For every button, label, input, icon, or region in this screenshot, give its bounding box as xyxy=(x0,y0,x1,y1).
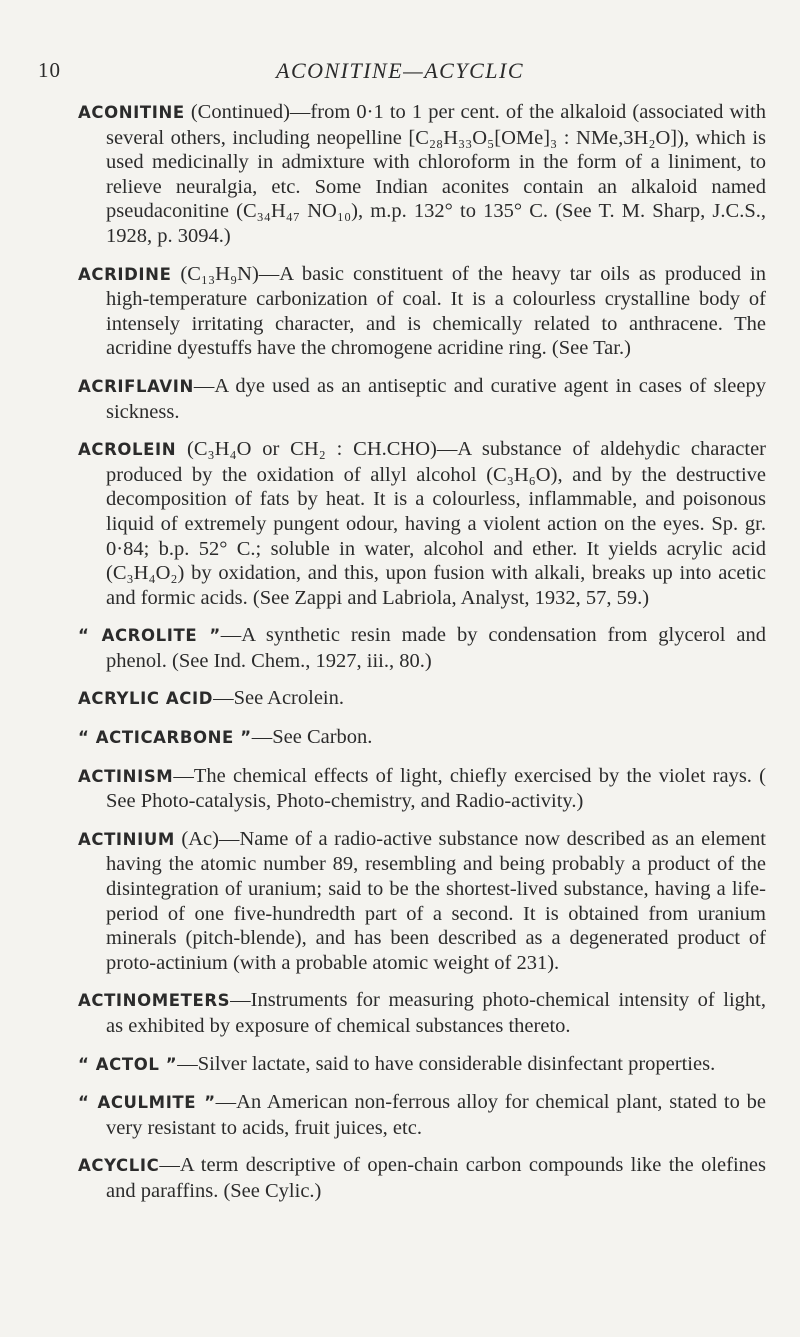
entry-definition: See Acrolein. xyxy=(233,687,345,710)
entry-term: ACTINOMETERS xyxy=(78,991,231,1011)
entry-term-suffix: (C₃H₄O or CH₂ : CH.CHO)— xyxy=(176,438,458,461)
entry-aconitine xyxy=(78,100,766,249)
entry-definition: Silver lactate, said to have considerable disinfectant properties. xyxy=(197,1052,716,1075)
entry-definition: from 0·1 to 1 per cent. of the alkaloid (associated with several others, including neopelline [C₂₈H₃₃O₅[OMe]₃ : NMe,3H₂O]), which is used medicinally in admixture with chloroform in the form of a liniment, to relieve neuralgia, etc. Some Indian aconites contain an alkaloid named pseudaconitine (C₃₄H₄₇ NO₁₀), m.p. 132° to 135° C. (See T. M. Sharp, J.C.S., 1928, p. 3094.) xyxy=(106,101,766,247)
entry-term: ACRYLIC ACID xyxy=(78,689,214,709)
entry-acrolein xyxy=(78,437,766,610)
entry-list xyxy=(78,100,766,1217)
entry-term-suffix: — xyxy=(230,989,251,1012)
entry-term-suffix: — xyxy=(215,1091,237,1114)
entry-definition: A synthetic resin made by condensation from glycerol and phenol. (See Ind. Chem., 1927, iii., 80.) xyxy=(106,624,766,672)
entry-definition: Instruments for measuring photo-chemical intensity of light, as exhibited by exposure of chemical substances thereto. xyxy=(106,989,766,1037)
entry-acrylic-acid xyxy=(78,686,766,712)
page-number: 10 xyxy=(38,58,61,82)
entry-term: “ ACULMITE ” xyxy=(78,1093,216,1113)
entry-definition: A substance of aldehydic character produced by the oxidation of allyl alcohol (C₃H₆O), and by the destructive decomposition of fats by heat. It is a colourless, inflammable, and poisonous liquid of extremely pungent odour, having a violent action on the eyes. Sp. gr. 0·84; b.p. 52° C.; soluble in water, alcohol and ether. It yields acrylic acid (C₃H₄O₂) by oxidation, and this, upon fusion with alkali, breaks up into acetic and formic acids. (See Zappi and Labriola, Analyst, 1932, 57, 59.) xyxy=(106,438,766,609)
entry-term-suffix: — xyxy=(193,374,215,397)
entry-term: ACTINISM xyxy=(78,766,174,786)
entry-term-suffix: — xyxy=(251,726,273,749)
entry-term-suffix: — xyxy=(213,687,234,710)
entry-acridine xyxy=(78,262,766,361)
entry-term: “ ACTOL ” xyxy=(78,1054,178,1074)
entry-term: “ ACROLITE ” xyxy=(78,626,221,646)
entry-term-suffix: (Continued)— xyxy=(184,101,311,123)
entry-term: ACROLEIN xyxy=(78,440,177,460)
entry-actinism xyxy=(78,764,766,814)
entry-acriflavin xyxy=(78,374,766,424)
page-header xyxy=(0,58,800,88)
entry-term: ACYCLIC xyxy=(78,1156,160,1176)
entry-term: ACRIDINE xyxy=(78,264,172,284)
entry-term: ACTINIUM xyxy=(78,829,175,849)
entry-actinometers xyxy=(78,988,766,1038)
entry-actol xyxy=(78,1052,766,1078)
entry-definition: A dye used as an antiseptic and curative agent in cases of sleepy sickness. xyxy=(106,374,766,423)
entry-acrolite xyxy=(78,623,766,673)
entry-acticarbone xyxy=(78,725,766,751)
entry-aculmite xyxy=(78,1090,766,1140)
entry-definition: An American non-ferrous alloy for chemical plant, stated to be very resistant to acids, fruit juices, etc. xyxy=(106,1091,766,1139)
entry-term: “ ACTICARBONE ” xyxy=(78,728,252,748)
entry-definition: See Carbon. xyxy=(272,726,373,749)
entry-term-suffix: (C₁₃H₉N)— xyxy=(171,262,280,285)
entry-term-suffix: (Ac)— xyxy=(174,827,240,850)
entry-definition: The chemical effects of light, chiefly exercised by the violet rays. ( See Photo-catalysis, Photo-chemistry, and Radio-activity.) xyxy=(106,764,766,813)
entry-term-suffix: — xyxy=(173,764,194,787)
running-title: ACONITINE—ACYCLIC xyxy=(276,58,524,83)
entry-definition: Name of a radio-active substance now described as an element having the atomic number 89, resembling and being probably a product of the disintegration of uranium; said to be the shortest-lived substance, having a life-period of one five-hundredth part of a second. It is obtained from uranium minerals (pitch-blende), and has been described as a degenerated product of proto-actinium (with a probable atomic weight of 231). xyxy=(106,827,767,974)
entry-term-suffix: — xyxy=(220,624,242,647)
entry-term-suffix: — xyxy=(159,1154,180,1177)
entry-acyclic xyxy=(78,1153,766,1203)
entry-term: ACONITINE xyxy=(78,103,185,122)
entry-actinium xyxy=(78,827,766,976)
entry-term: ACRIFLAVIN xyxy=(78,376,194,396)
entry-term-suffix: — xyxy=(177,1052,198,1075)
entry-definition: A basic constituent of the heavy tar oils as produced in high-temperature carbonization of coal. It is a colourless crystalline body of intensely irritating character, and is chemically related to anthracene. The acridine dyestuffs have the chromogene acridine ring. (See Tar.) xyxy=(106,262,766,360)
entry-definition: A term descriptive of open-chain carbon compounds like the olefines and paraffins. (See Cylic.) xyxy=(106,1154,766,1202)
